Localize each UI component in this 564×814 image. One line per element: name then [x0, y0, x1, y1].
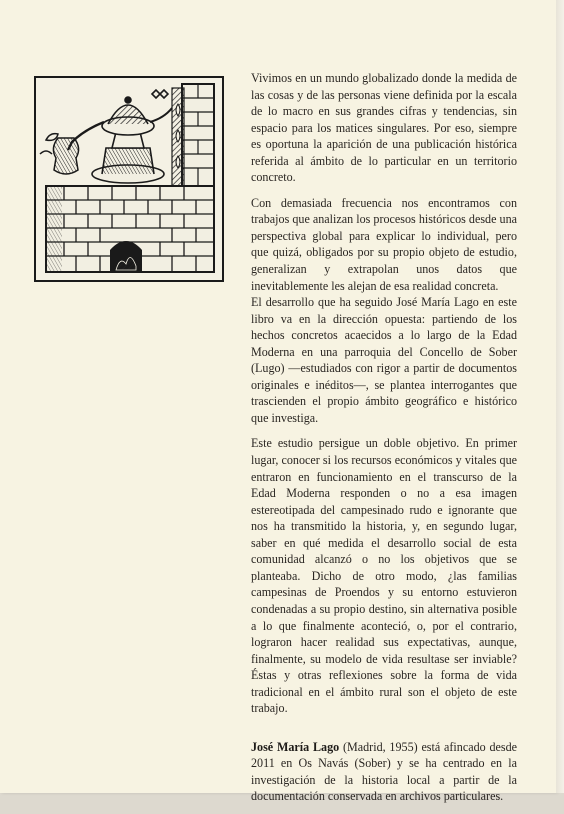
author-bio [251, 739, 517, 805]
synopsis-paragraph: Con demasiada frecuencia nos encontramos con trabajos que analizan los procesos históricos desde una perspectiva global para explicar lo individual, pero que quizá, obligados por su propio objeto de estudio, generalizan y extrapolan unos datos que inevitablemente les alejan de esa realidad concreta. [251, 195, 517, 293]
synopsis-paragraph: Este estudio persigue un doble objetivo. En primer lugar, conocer si los recursos económicos y vitales que entraron en funcionamiento en el transcurso de la Edad Moderna responden o no a esa imagen estereotipada del campesinado rudo e ignorante que nos ha transmitido la historia, y, en segundo lugar, saber en qué medida el desarrollo social de esta comunidad alcanzó o no los objetivos que se planteaba. Dicho de otro modo, ¿las familias campesinas de Proendos y su entorno estuvieron condenadas a su propio destino, sin alternativa posible a lo que finalmente aconteció, o, por el contrario, lograron hacer realidad sus expectativas, aunque, finalmente, su modelo de vida resultase ser inviable? Éstas y otras reflexiones sobre la forma de vida tradicional en el ámbito rural son el objeto de este trabajo. [251, 436, 517, 716]
author-bio-text: (Madrid, 1955) está afincado desde 2011 en Os Navás (Sober) y se ha centrado en la investigación de la historia local a partir de la documentación conservada en archivos particulares. [251, 739, 517, 804]
receiver-flask [40, 134, 79, 174]
furnace-bricks [46, 186, 214, 272]
alembic-vessel [68, 90, 172, 183]
alembic-furnace-woodcut [36, 78, 222, 280]
synopsis-paragraph: Vivimos en un mundo globalizado donde la medida de las cosas y de las personas viene definida por la escala de lo macro en sus grandes cifras y tendencias, sin espacio para los matices singulares. Por eso, siempre es oportuna la aparición de una publicación histórica referida al ámbito de lo particular en un territorio concreto. [251, 71, 517, 185]
synopsis-paragraph: El desarrollo que ha seguido José María Lago en este libro va en la dirección opuesta: partiendo de los hechos concretos acaecidos a lo largo de la Edad Moderna en una parroquia del Concello de Sober (Lugo) —estudiados con rigor a partir de documentos originales e inéditos—, se plantea interrogantes que trascienden el propio ámbito geográfico e histórico que investiga. [251, 295, 517, 425]
author-name: José María Lago [251, 739, 340, 754]
synopsis-text-column [251, 70, 517, 814]
woodcut-illustration [34, 76, 224, 282]
furnace-tower [172, 84, 214, 186]
page-edge [556, 0, 564, 793]
